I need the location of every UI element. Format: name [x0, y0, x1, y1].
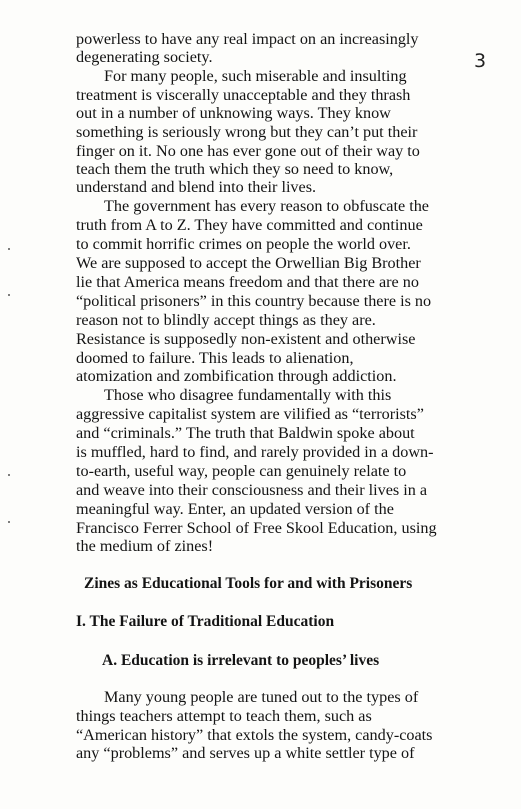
page-number: 3 [474, 50, 487, 72]
body-text-line: doomed to failure. This leads to alienation, [76, 349, 354, 367]
body-text-line: the medium of zines! [76, 537, 214, 555]
body-text-line: The government has every reason to obfuscate the [104, 197, 429, 215]
body-text-line: “political prisoners” in this country because there is no [76, 292, 432, 310]
body-text-line: things teachers attempt to teach them, such as [76, 707, 372, 725]
body-text-line: teach them the truth which they so need to know, [76, 160, 394, 178]
body-text-line: and “criminals.” The truth that Baldwin spoke about [76, 424, 415, 442]
body-text-line: Resistance is supposedly non-existent and otherwise [76, 330, 416, 348]
scan-mark [8, 521, 10, 523]
scan-mark [8, 474, 10, 476]
body-text-line: truth from A to Z. They have committed and continue [76, 216, 423, 234]
subsection-heading: A. Education is irrelevant to peoples’ lives [102, 652, 380, 669]
body-text-line: to commit horrific crimes on people the world over. [76, 235, 411, 253]
section-heading: I. The Failure of Traditional Education [76, 613, 335, 630]
body-text-line: is muffled, hard to find, and rarely provided in a down- [76, 443, 434, 461]
body-text-line: Those who disagree fundamentally with this [104, 386, 392, 404]
body-text-line: lie that America means freedom and that there are no [76, 273, 419, 291]
body-text-line: understand and blend into their lives. [76, 178, 317, 196]
body-text-line: any “problems” and serves up a white settler type of [76, 744, 415, 762]
scan-mark [8, 294, 10, 296]
body-text-line: “American history” that extols the system, candy-coats [76, 726, 433, 744]
body-text-line: aggressive capitalist system are vilified as “terrorists” [76, 405, 424, 423]
body-text-line: meaningful way. Enter, an updated version of the [76, 500, 394, 518]
body-text-line: For many people, such miserable and insulting [104, 67, 407, 85]
scan-mark [8, 248, 10, 250]
body-text-line: and weave into their consciousness and their lives in a [76, 481, 428, 499]
body-text-line: something is seriously wrong but they can’t put their [76, 123, 418, 141]
body-text-line: treatment is viscerally unacceptable and they thrash [76, 86, 411, 104]
document-title: Zines as Educational Tools for and with Prisoners [84, 575, 413, 592]
body-text-line: powerless to have any real impact on an increasingly [76, 30, 419, 48]
body-text-line: finger on it. No one has ever gone out of their way to [76, 142, 420, 160]
body-text-line: reason not to blindly accept things as they are. [76, 311, 376, 329]
body-text-line: We are supposed to accept the Orwellian Big Brother [76, 254, 421, 272]
body-text-line: Many young people are tuned out to the types of [104, 688, 419, 706]
body-text-line: out in a number of unknowing ways. They know [76, 104, 391, 122]
body-text-line: atomization and zombification through addiction. [76, 367, 397, 385]
body-text-line: degenerating society. [76, 48, 213, 66]
body-text-line: to-earth, useful way, people can genuinely relate to [76, 462, 407, 480]
body-text-line: Francisco Ferrer School of Free Skool Education, using [76, 519, 437, 537]
